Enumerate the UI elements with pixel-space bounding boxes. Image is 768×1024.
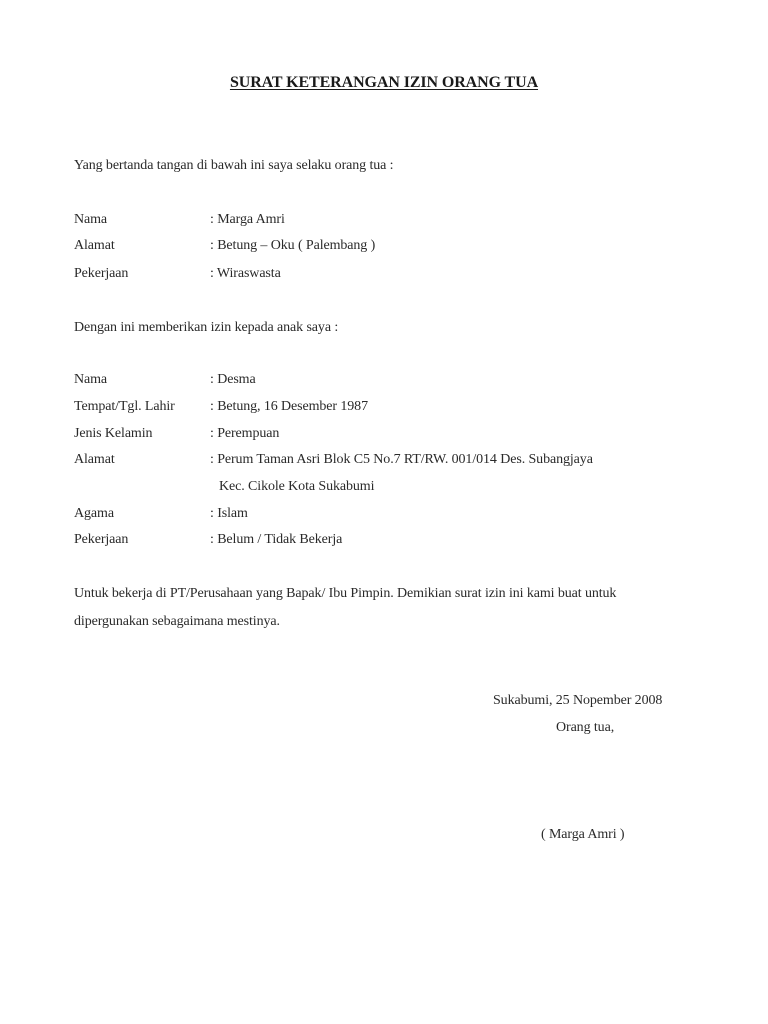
place-date: Sukabumi, 25 Nopember 2008 <box>493 693 663 708</box>
child-job-value: : Belum / Tidak Bekerja <box>210 532 343 547</box>
parent-address-label: Alamat <box>74 238 115 253</box>
child-address-value-cont: Kec. Cikole Kota Sukabumi <box>219 479 375 494</box>
child-gender-value: : Perempuan <box>210 426 280 441</box>
parent-name-value: : Marga Amri <box>210 212 285 227</box>
parent-job-label: Pekerjaan <box>74 266 129 281</box>
closing-line-2: dipergunakan sebagaimana mestinya. <box>74 614 280 629</box>
parent-job-value: : Wiraswasta <box>210 266 281 281</box>
child-religion-value: : Islam <box>210 506 248 521</box>
child-job-label: Pekerjaan <box>74 532 129 547</box>
intro-text: Yang bertanda tangan di bawah ini saya selaku orang tua : <box>74 158 394 173</box>
child-birth-value: : Betung, 16 Desember 1987 <box>210 399 368 414</box>
parent-address-value: : Betung – Oku ( Palembang ) <box>210 238 376 253</box>
child-name-label: Nama <box>74 372 108 387</box>
signer-name: ( Marga Amri ) <box>541 827 625 842</box>
child-birth-label: Tempat/Tgl. Lahir <box>74 399 175 414</box>
child-address-value: : Perum Taman Asri Blok C5 No.7 RT/RW. 001/014 Des. Subangjaya <box>210 452 593 467</box>
child-religion-label: Agama <box>74 506 114 521</box>
child-name-value: : Desma <box>210 372 256 387</box>
letter-title: SURAT KETERANGAN IZIN ORANG TUA <box>229 74 539 91</box>
closing-line-1: Untuk bekerja di PT/Perusahaan yang Bapak/ Ibu Pimpin. Demikian surat izin ini kami buat untuk <box>74 586 617 601</box>
child-address-label: Alamat <box>74 452 115 467</box>
signer-role: Orang tua, <box>556 720 615 735</box>
permission-intro-text: Dengan ini memberikan izin kepada anak saya : <box>74 320 339 335</box>
child-gender-label: Jenis Kelamin <box>74 426 153 441</box>
parent-name-label: Nama <box>74 212 108 227</box>
